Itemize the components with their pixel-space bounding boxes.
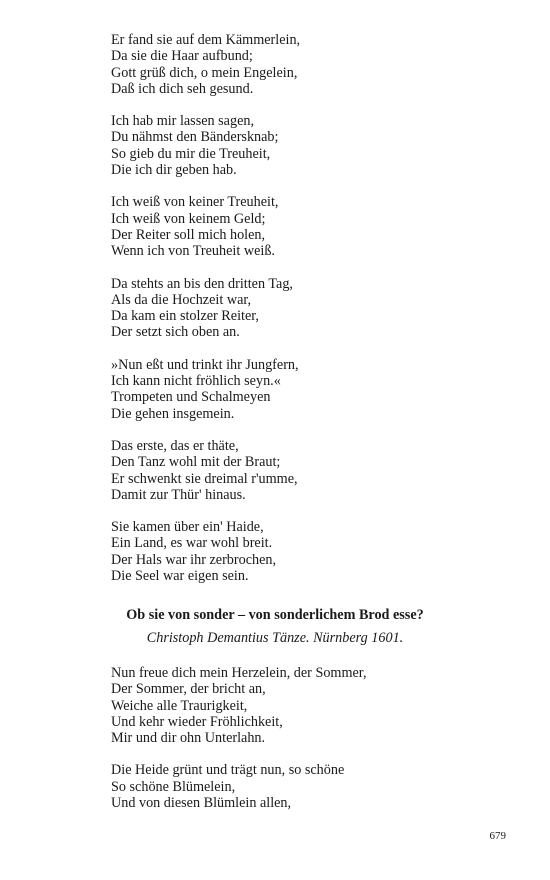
verse-line: Weiche alle Traurigkeit,: [111, 697, 248, 714]
verse-line: Du nähmst den Bändersknab;: [111, 129, 279, 146]
stanza: [111, 519, 511, 584]
poem-continuation: [111, 32, 511, 600]
verse-line: Er fand sie auf dem Kämmerlein,: [111, 32, 301, 48]
stanza: [111, 32, 511, 97]
poem-body: [111, 665, 511, 827]
verse-line: Wenn ich von Treuheit weiß.: [111, 243, 275, 260]
verse-line: Und kehr wieder Fröhlichkeit,: [111, 713, 283, 730]
verse-line: Er schwenkt sie dreimal r'umme,: [111, 470, 298, 487]
verse-line: So gieb du mir die Treuheit,: [111, 145, 271, 162]
verse-line: Der setzt sich oben an.: [111, 324, 240, 341]
verse-line: Sie kamen über ein' Haide,: [111, 519, 264, 536]
verse-line: Da kam ein stolzer Reiter,: [111, 308, 259, 325]
verse-line: Ich hab mir lassen sagen,: [111, 113, 255, 130]
stanza: [111, 665, 511, 746]
stanza: [111, 762, 511, 811]
page-number: 679: [489, 830, 506, 842]
verse-line: Ich kann nicht fröhlich seyn.«: [111, 373, 281, 390]
verse-line: Mir und dir ohn Unterlahn.: [111, 730, 266, 747]
verse-line: So schöne Blümelein,: [111, 778, 236, 795]
verse-line: Nun freue dich mein Herzelein, der Sommer,: [111, 665, 367, 681]
verse-line: Die Seel war eigen sein.: [111, 568, 249, 585]
verse-line: Und von diesen Blümlein allen,: [111, 795, 292, 812]
verse-line: Ein Land, es war wohl breit.: [111, 535, 273, 552]
verse-line: Die ich dir geben hab.: [111, 162, 237, 179]
verse-line: Gott grüß dich, o mein Engelein,: [111, 64, 298, 81]
verse-line: »Nun eßt und trinkt ihr Jungfern,: [111, 356, 299, 373]
verse-line: Als da die Hochzeit war,: [111, 291, 252, 308]
verse-line: Die Heide grünt und trägt nun, so schöne: [111, 762, 345, 779]
stanza: [111, 276, 511, 341]
verse-line: Ich weiß von keiner Treuheit,: [111, 194, 279, 211]
stanza: [111, 438, 511, 503]
stanza: [111, 194, 511, 259]
verse-line: Da stehts an bis den dritten Tag,: [111, 275, 293, 292]
verse-line: Der Sommer, der bricht an,: [111, 681, 266, 698]
verse-line: Den Tanz wohl mit der Braut;: [111, 454, 281, 471]
verse-line: Trompeten und Schalmeyen: [111, 389, 271, 406]
verse-line: Der Reiter soll mich holen,: [111, 226, 266, 243]
verse-line: Das erste, das er thäte,: [111, 437, 239, 454]
verse-line: Der Hals war ihr zerbrochen,: [111, 551, 277, 568]
verse-line: Die gehen insgemein.: [111, 405, 235, 422]
verse-line: Ich weiß von keinem Geld;: [111, 210, 266, 227]
verse-line: Damit zur Thür' hinaus.: [111, 486, 246, 503]
poem-title: Ob sie von sonder – von sonderlichem Brod esse?: [126, 607, 424, 623]
verse-line: Daß ich dich seh gesund.: [111, 80, 254, 97]
verse-line: Da sie die Haar aufbund;: [111, 48, 253, 65]
stanza: [111, 113, 511, 178]
stanza: [111, 357, 511, 422]
poem-source: Christoph Demantius Tänze. Nürnberg 1601.: [146, 630, 404, 646]
